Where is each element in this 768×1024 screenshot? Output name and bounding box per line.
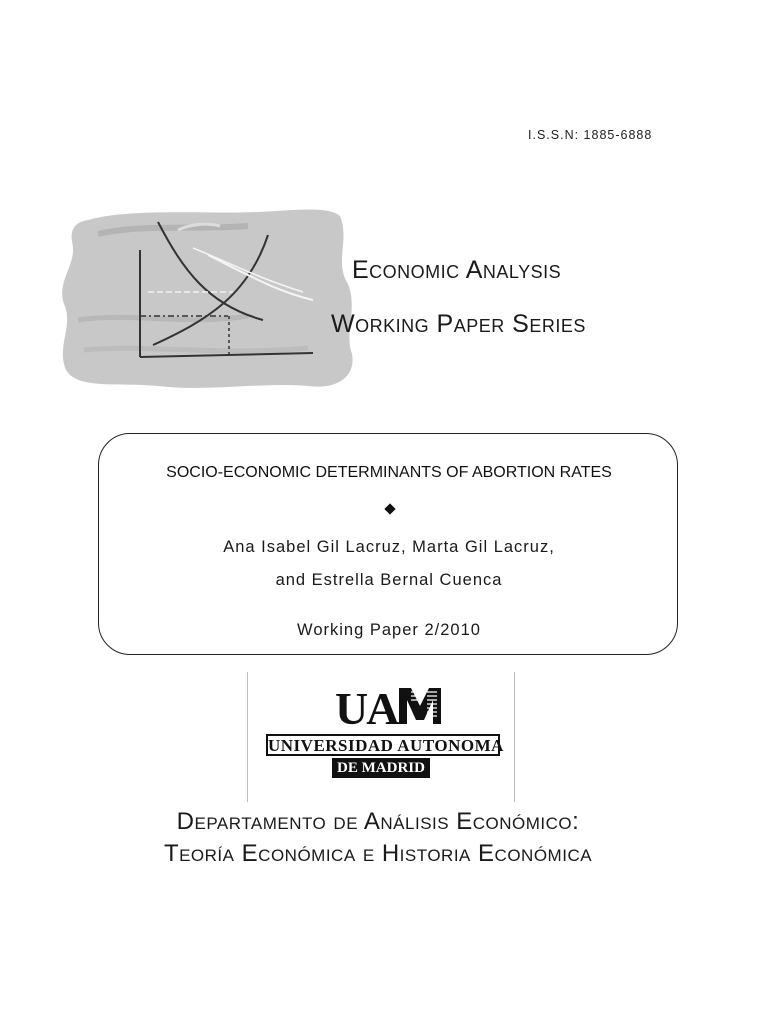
divider-right xyxy=(514,672,515,802)
divider-left xyxy=(247,672,248,802)
uam-m-building-icon xyxy=(397,686,443,726)
series-title-line1: Economic Analysis xyxy=(352,256,562,284)
paper-title: SOCIO-ECONOMIC DETERMINANTS OF ABORTION RATES xyxy=(166,464,612,481)
department-line2: Teoría Económica e Historia Económica xyxy=(163,840,593,867)
uam-monogram: UA xyxy=(335,686,443,732)
uam-logo xyxy=(262,683,506,782)
issn-label: I.S.S.N: 1885-6888 xyxy=(528,128,653,142)
authors-line2: and Estrella Bernal Cuenca xyxy=(275,571,503,589)
uam-university-name: UNIVERSIDAD AUTONOMA xyxy=(268,736,504,755)
working-paper-number: Working Paper 2/2010 xyxy=(297,621,481,639)
uam-city-label: DE MADRID xyxy=(332,758,430,778)
authors-line1: Ana Isabel Gil Lacruz, Marta Gil Lacruz, xyxy=(223,538,555,556)
department-line1: Departamento de Análisis Económico: xyxy=(176,808,580,835)
economics-graph-logo xyxy=(58,200,358,400)
series-title-line2: Working Paper Series xyxy=(331,310,586,338)
